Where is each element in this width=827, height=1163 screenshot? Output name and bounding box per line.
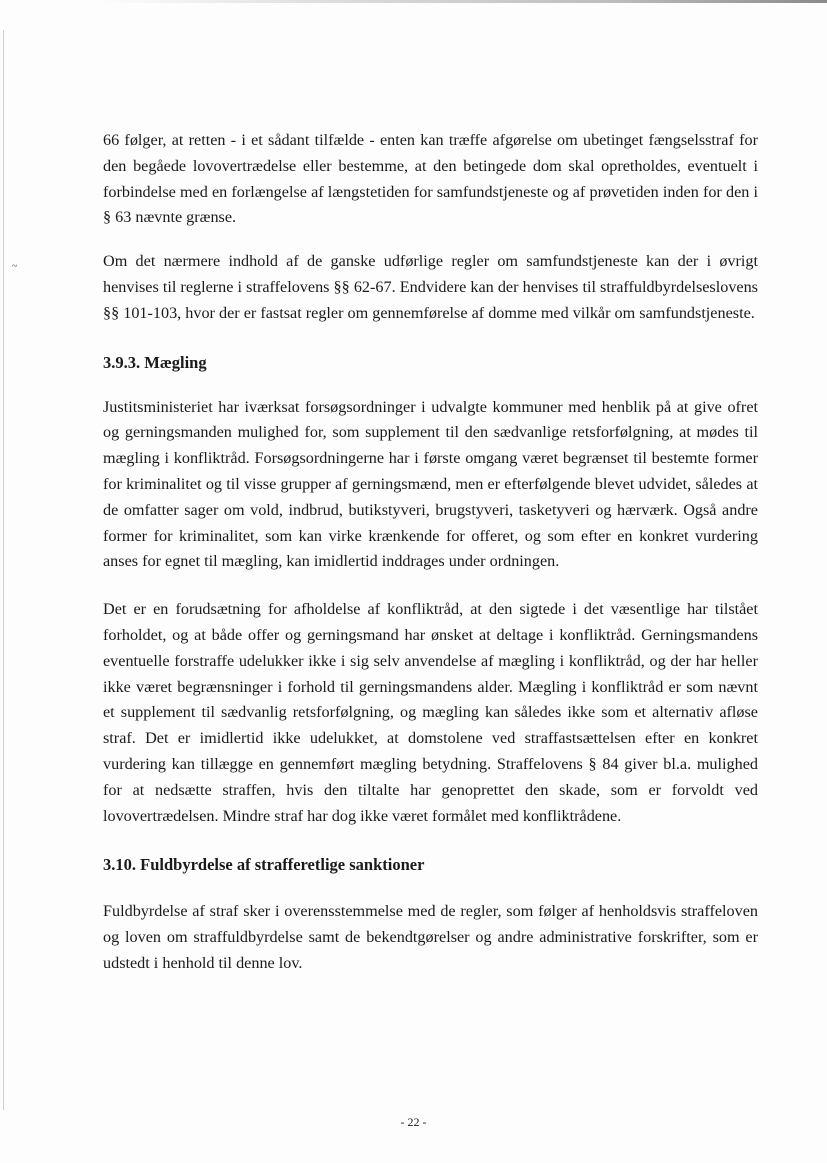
scan-speck: ~ bbox=[12, 261, 18, 272]
paragraph-continued: 66 følger, at retten - i et sådant tilfælde - enten kan træffe afgørelse om ubetinget fængselsstraf for den begåede lovovertrædelse eller bestemme, at den betingede dom skal opretholdes, eventuelt i forbindelse med en forlængelse af længstetiden for samfundstjeneste og af prøvetiden inden for den i § 63 nævnte grænse. bbox=[103, 131, 758, 227]
page-body bbox=[103, 128, 758, 977]
paragraph-maegling-2: Det er en forudsætning for afholdelse af konfliktråd, at den sigtede i det væsentlige har tilstået forholdet, og at både offer og gerningsmand har ønsket at deltage i konfliktråd. Gerningsmandens eventuelle forstraffe udelukker ikke i sig selv anvendelse af mægling i konfliktråd, og der har heller ikke været begrænsninger i forhold til gerningsmandens alder. Mægling i konfliktråd er som nævnt et supplement til sædvanlig retsforfølgning, og mægling kan således ikke som et alternativ afløse straf. Det er imidlertid ikke udelukket, at domstolene ved straffastsættelsen efter en konkret vurdering kan tillægge en gennemført mægling betydning. Straffelovens § 84 giver bl.a. mulighed for at nedsætte straffen, hvis den tiltalte har genoprettet den skade, som er forvoldt ved lovovertrædelsen. Mindre straf har dog ikke været formålet med konfliktrådene. bbox=[103, 600, 758, 825]
scan-edge-top bbox=[100, 0, 827, 3]
scan-edge-left bbox=[3, 30, 4, 1110]
page-number: - 22 - bbox=[400, 1115, 427, 1129]
paragraph-fuldbyrdelse: Fuldbyrdelse af straf sker i overensstemmelse med de regler, som følger af henholdsvis straffeloven og loven om straffuldbyrdelse samt de bekendtgørelser og andre administrative forskrifter, som er udstedt i henhold til denne lov. bbox=[103, 902, 758, 972]
section-heading-fuldbyrdelse: 3.10. Fuldbyrdelse af strafferetlige sanktioner bbox=[103, 855, 425, 875]
paragraph-maegling-1: Justitsministeriet har iværksat forsøgsordninger i udvalgte kommuner med henblik på at give ofret og gerningsmanden mulighed for, som supplement til den sædvanlige retsforfølgning, at mødes til mægling i konfliktråd. Forsøgsordningerne har i første omgang været begrænset til bestemte former for kriminalitet og til visse grupper af gerningsmænd, men er efterfølgende blevet udvidet, således at de omfatter sager om vold, indbrud, butikstyveri, brugstyveri, tasketyveri og hærværk. Også andre former for kriminalitet, som kan virke krænkende for offeret, og som efter en konkret vurdering anses for egnet til mægling, kan imidlertid inddrages under ordningen. bbox=[103, 397, 758, 571]
section-heading-maegling: 3.9.3. Mægling bbox=[103, 352, 207, 372]
paragraph-samfundstjeneste: Om det nærmere indhold af de ganske udførlige regler om samfundstjeneste kan der i øvrigt henvises til reglerne i straffelovens §§ 62-67. Endvidere kan der henvises til straffuldbyrdelseslovens §§ 101-103, hvor der er fastsat regler om gennemførelse af domme med vilkår om samfundstjeneste. bbox=[103, 252, 758, 322]
